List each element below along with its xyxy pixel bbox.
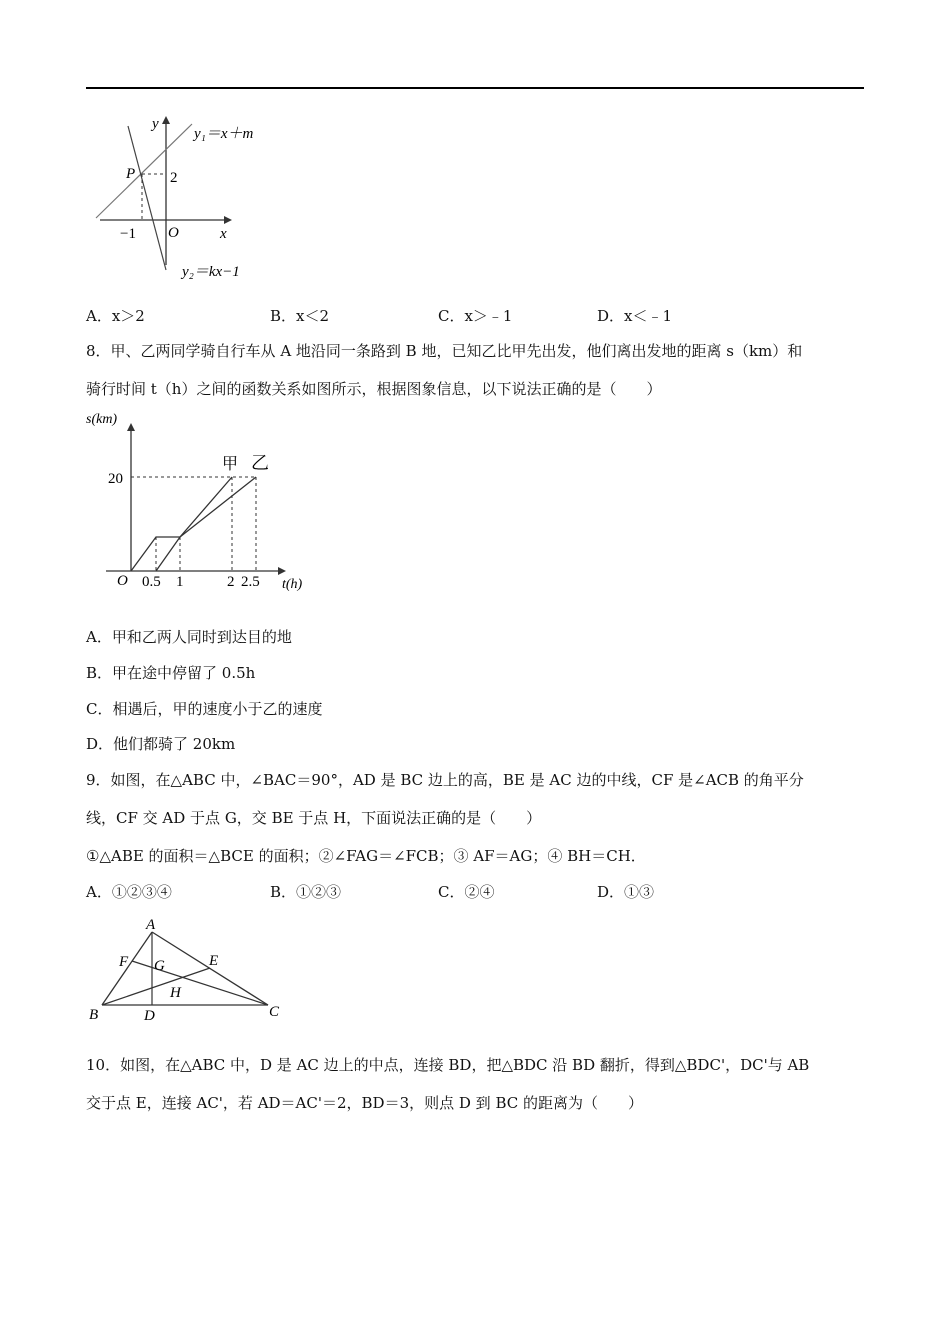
q7-x-label: x [220, 226, 227, 242]
q8-x-tick-2.5: 2.5 [241, 574, 260, 590]
q8-option-d: D．他们都骑了 20km [86, 735, 236, 753]
q8-series-jia-label: 甲 [222, 456, 239, 473]
q7-x-arrow [224, 216, 232, 224]
q8-option-a: A．甲和乙两人同时到达目的地 [86, 628, 292, 646]
q9-label-d: D [144, 1008, 155, 1024]
q10-stem-line1: 10．如图，在△ABC 中，D 是 AC 边上的中点，连接 BD，把△BDC 沿 BD 翻折，得到△BDC'，DC'与 AB [86, 1056, 810, 1074]
q7-tick-x-minus1: −1 [120, 226, 136, 242]
q8-origin-label: O [117, 573, 128, 589]
q7-tick-y-2: 2 [170, 170, 178, 186]
q8-option-c: C．相遇后，甲的速度小于乙的速度 [86, 700, 323, 718]
q8-distance-time-graph [86, 405, 316, 605]
q9-option-b: B．①②③ [270, 883, 342, 901]
q9-stem-line2: 线，CF 交 AD 于点 G，交 BE 于点 H，下面说法正确的是（ ） [86, 809, 542, 827]
q8-x-tick-2: 2 [227, 574, 235, 590]
q9-label-c: C [269, 1004, 280, 1020]
q7-line2-label: y₂＝kx−1 [182, 264, 240, 280]
q8-option-b: B．甲在途中停留了 0.5h [86, 664, 256, 682]
q8-y-label: s(km) [86, 412, 118, 427]
header-rule [86, 87, 864, 89]
q8-y-tick-20: 20 [108, 471, 123, 487]
q9-label-g: G [154, 958, 165, 974]
q8-x-label: t(h) [282, 577, 303, 592]
q8-x-tick-0.5: 0.5 [142, 574, 161, 590]
q7-origin-label: O [168, 225, 179, 241]
q9-label-h: H [170, 985, 181, 1001]
q9-label-a: A [146, 917, 156, 933]
q7-coordinate-figure [86, 110, 286, 290]
q7-point-p-label: P [126, 166, 136, 182]
q8-x-arrow [278, 567, 286, 575]
q8-stem-line1: 8．甲、乙两同学骑自行车从 A 地沿同一条路到 B 地，已知乙比甲先出发，他们离出发地的距离 s（km）和 [86, 342, 803, 360]
q8-y-arrow [127, 423, 135, 431]
q9-triangle-figure [86, 912, 296, 1027]
q7-option-c: C．x＞﹣1 [438, 307, 513, 325]
q7-y-arrow [162, 116, 170, 124]
q7-line-y1 [96, 124, 192, 218]
q10-stem-line2: 交于点 E，连接 AC'，若 AD＝AC'＝2，BD＝3，则点 D 到 BC 的距离为（ ） [86, 1094, 643, 1112]
q9-option-a: A．①②③④ [86, 883, 172, 901]
q8-series-yi-label: 乙 [251, 453, 269, 473]
q7-y-label: y [152, 116, 159, 132]
q7-line1-label: y₁＝x＋m [194, 126, 254, 142]
q8-x-tick-1: 1 [176, 574, 184, 590]
q9-label-f: F [119, 954, 129, 970]
q9-label-b: B [89, 1007, 99, 1023]
q9-option-c: C．②④ [438, 883, 495, 901]
q7-option-d: D．x＜﹣1 [597, 307, 673, 325]
q9-option-d: D．①③ [597, 883, 655, 901]
q9-stem-line1: 9．如图，在△ABC 中，∠BAC＝90°，AD 是 BC 边上的高，BE 是 AC 边的中线，CF 是∠ACB 的角平分 [86, 771, 804, 789]
q7-option-a: A．x＞2 [86, 307, 145, 325]
q9-statements: ①△ABE 的面积＝△BCE 的面积；②∠FAG＝∠FCB；③ AF＝AG；④ BH＝CH． [86, 847, 646, 865]
q8-series-jia [156, 477, 232, 571]
q7-option-b: B．x＜2 [270, 307, 330, 325]
q9-label-e: E [209, 953, 219, 969]
q8-stem-line2: 骑行时间 t（h）之间的函数关系如图所示，根据图象信息，以下说法正确的是（ ） [86, 380, 662, 398]
q7-line-y2 [128, 126, 166, 270]
q8-series-yi [131, 477, 256, 571]
